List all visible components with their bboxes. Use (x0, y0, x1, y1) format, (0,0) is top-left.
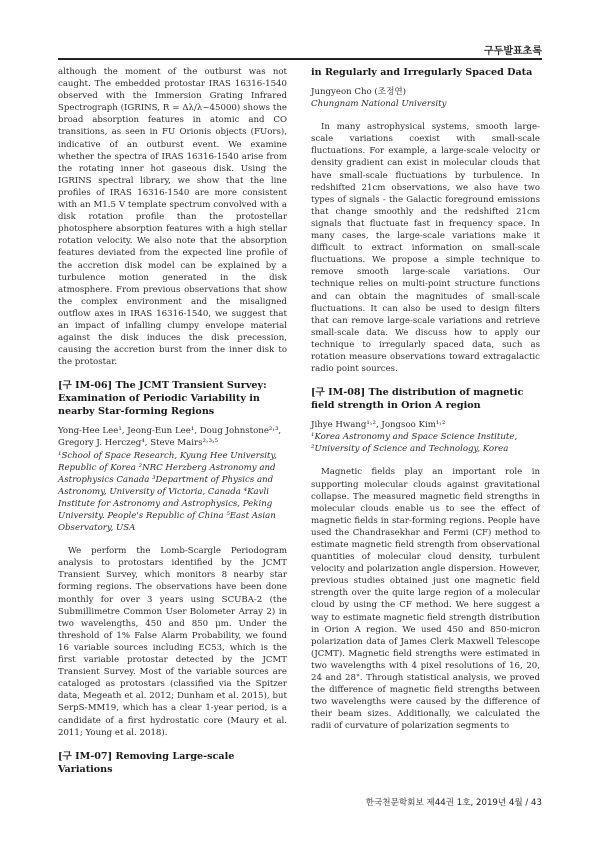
abstract-body-im08: Magnetic fields play an important role in supporting molecular clouds against gravitational collapse. The measured magnetic field strengths in molecular clouds enable us to see the effect of magnetic fields in star-forming regions. People have used the Chandrasekhar and Fermi (CF) method to estimate magnetic field strength from observational quantities of molecular cloud density, turbulent velocity and polarization angle dispersion. However, previous studies obtained just one magnetic field strength over the quite large region of a molecular cloud by using the CF method. We here suggest a way to estimate magnetic field strength distribution in Orion A region. We used 450 and 850-micron polarization data of James Clerk Maxwell Telescope (JCMT). Magnetic field strengths were estimated in two wavelengths with 4 pixel resolutions of 16, 20, 24 and 28". Through statistical analysis, we proved the difference of magnetic field strengths between two wavelengths were caused by the difference of their beam sizes. Additionally, we calculated the radii of curvature of polarization segments to (311, 467, 540, 732)
page-footer: 한국천문학회보 제44권 1호, 2019년 4월 / 43 (365, 798, 542, 808)
authors-im06: Yong-Hee Lee¹, Jeong-Eun Lee¹, Doug Johnstone²˒³, Gregory J. Herczeg⁴, Steve Mairs²˒³˒⁵ (58, 426, 282, 449)
abstract-title-im06: [구 IM-06] The JCMT Transient Survey: Examination of Periodic Variability in nearby Star-forming Regions (58, 380, 267, 418)
authors-im08: Jihye Hwang¹˒², Jongsoo Kim¹˒² (311, 420, 446, 431)
right-column (311, 66, 540, 733)
abstract-body-im07: In many astrophysical systems, smooth large-scale variations coexist with small-scale fluctuations. For example, a large-scale velocity or density gradient can exist in molecular clouds that have small-scale fluctuations by turbulence. In redshifted 21cm observations, we also have two types of signals - the Galactic foreground emissions that change smoothly and the redshifted 21cm signals that fluctuate fast in frequency space. In many cases, the large-scale variations make it difficult to extract information on small-scale fluctuations. We propose a simple technique to remove smooth large-scale variations. Our technique relies on multi-point structure functions and can obtain the magnitudes of small-scale fluctuations. It can also be used to design filters that can remove large-scale variations and retrieve small-scale data. We discuss how to apply our technique to irregularly spaced data, such as rotation measure observations toward extragalactic radio point sources. (311, 122, 540, 375)
affiliations-im07: Chungnam National University (311, 99, 447, 110)
abstract-title-im07-end: in Regularly and Irregularly Spaced Data (311, 67, 533, 78)
abstract-continuation: although the moment of the outburst was not caught. The embedded protostar IRAS 16316-1540 observed with the Immersion Grating Infrared Spectrograph (IGRINS, R = Δλ/λ~45000) shows the broad absorption features in atomic and CO transitions, as seen in FU Orionis objects (FUors), indicative of an outburst event. We examine whether the spectra of IRAS 16316-1540 arise from the rotating inner hot gaseous disk. Using the IGRINS spectral library, we show that the line profiles of IRAS 16316-1540 are more consistent with an M1.5 V template spectrum convolved with a disk rotation profile than the protostellar photosphere absorption features with a high stellar rotation velocity. We also note that the absorption features deviated from the expected line profile of the accretion disk model can be explained by a turbulence motion generated in the disk atmosphere. From previous observations that show the complex environment and the misaligned outflow axes in IRAS 16316-1540, we suggest that an impact of infalling clumpy envelope material against the disk induces the disk precession, causing the accretion burst from the inner disk to the protostar. (58, 67, 287, 368)
left-column (58, 66, 287, 776)
affiliations-im06: ¹School of Space Research, Kyung Hee University, Republic of Korea ²NRC Herzberg Astronomy and Astrophysics Canada ³Department of Physics and Astronomy, University of Victoria, Canada ⁴Kavli Institute for Astronomy and Astrophysics, Peking University. People's Republic of China ⁵East Asian Observatory, USA (58, 450, 277, 534)
header-rule (58, 58, 542, 60)
abstract-title-im07-start: [구 IM-07] Removing Large-scale Variations (58, 750, 235, 775)
affiliations-im08: ¹Korea Astronomy and Space Science Institute, ²University of Science and Technology, Korea (311, 432, 518, 455)
authors-im07: Jungyeon Cho (조정연) (311, 87, 407, 97)
abstract-body-im06: We perform the Lomb-Scargle Periodogram analysis to protostars identified by the JCMT Transient Survey, which monitors 8 nearby star forming regions. The observations have been done monthly for over 3 years using SCUBA-2 (the Submillimetre Common User Bolometer Array 2) in two wavelengths, 450 and 850 μm. Under the threshold of 1% False Alarm Probability, we found 16 variable sources including EC53, which is the first variable protostar detected by the JCMT Transient Survey. Most of the variable sources are cataloged as protostars (classified via the Spitzer data, Megeath et al. 2012; Dunham et al. 2015), but SerpS-MM19, which has a clear 1-year period, is a candidate of a first hydrostatic core (Maury et al. 2011; Young et al. 2018). (58, 546, 287, 738)
abstract-title-im08: [구 IM-08] The distribution of magnetic field strength in Orion A region (311, 387, 524, 412)
section-header-label: 구두발표초록 (484, 46, 542, 57)
